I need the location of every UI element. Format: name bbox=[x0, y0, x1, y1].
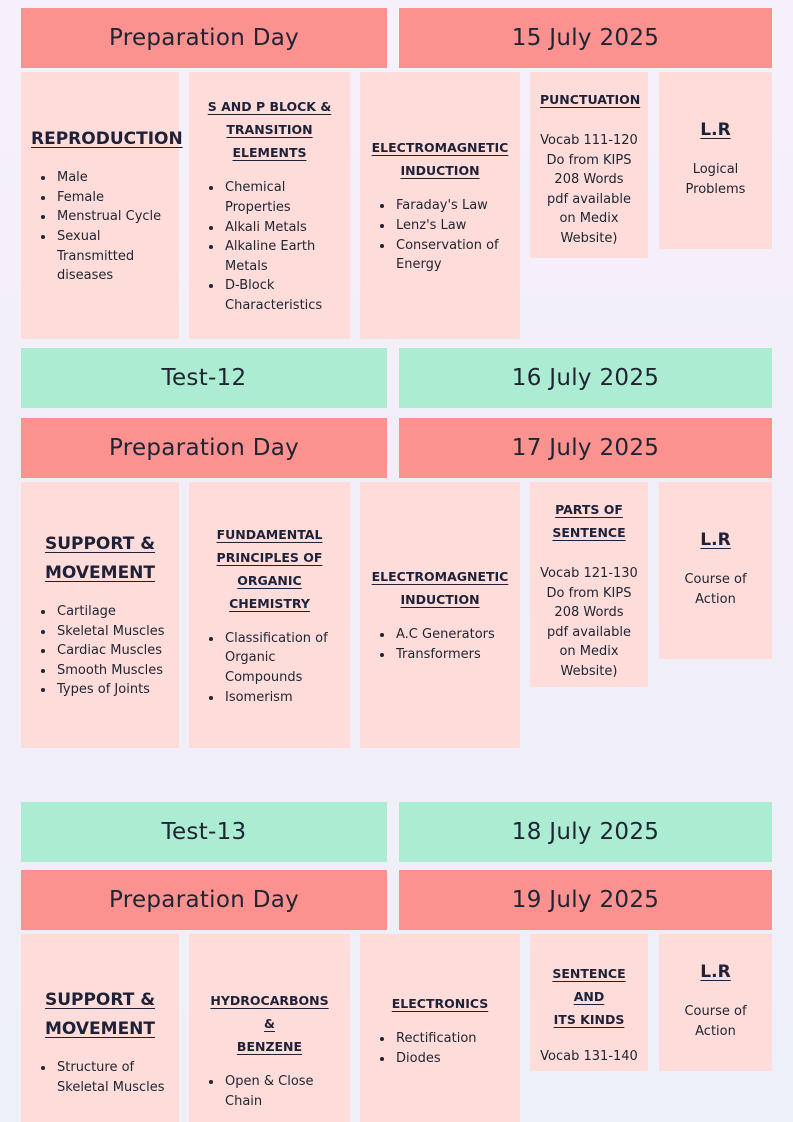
subject-card-biology bbox=[21, 934, 179, 1122]
card-title: SENTENCE AND ITS KINDS bbox=[552, 966, 626, 1027]
prep-day-banner bbox=[21, 8, 387, 68]
card-title: FUNDAMENTAL PRINCIPLES OF ORGANIC CHEMISTRY bbox=[216, 526, 323, 611]
list-item: • Skeletal Muscles bbox=[55, 622, 169, 642]
list-item: • Chemical Properties bbox=[223, 178, 340, 217]
card-title: PUNCTUATION bbox=[540, 92, 641, 107]
card-title: L.R bbox=[700, 120, 731, 140]
date-label: 19 July 2025 bbox=[511, 887, 660, 913]
subject-card-physics bbox=[360, 72, 520, 339]
topic-list bbox=[370, 196, 510, 274]
date-banner bbox=[399, 870, 772, 930]
subject-card-physics bbox=[360, 934, 520, 1122]
test-date-banner bbox=[399, 348, 772, 408]
list-item: • Sexual Transmitted diseases bbox=[55, 227, 169, 286]
list-item: • Classification of Organic Compounds bbox=[223, 629, 340, 688]
card-title: ELECTRONICS bbox=[391, 996, 489, 1011]
test-label: Test-13 bbox=[161, 819, 247, 845]
topic-list bbox=[31, 168, 169, 286]
list-item: • Smooth Muscles bbox=[55, 661, 169, 681]
date-banner bbox=[399, 418, 772, 478]
card-title: S AND P BLOCK & TRANSITION ELEMENTS bbox=[207, 99, 332, 161]
subject-card-biology bbox=[21, 482, 179, 748]
date-label: 17 July 2025 bbox=[511, 435, 660, 461]
list-item: • Diodes bbox=[394, 1049, 510, 1069]
card-title: SUPPORT & MOVEMENT bbox=[44, 990, 156, 1039]
subject-card-chemistry bbox=[189, 72, 350, 339]
test-date-label: 18 July 2025 bbox=[511, 819, 660, 845]
list-item: • Transformers bbox=[394, 645, 510, 665]
prep-day-label: Preparation Day bbox=[108, 25, 300, 51]
subject-card-logical-reasoning bbox=[659, 72, 772, 249]
subject-card-logical-reasoning bbox=[659, 934, 772, 1071]
topic-list bbox=[31, 1058, 169, 1097]
prep-day-label: Preparation Day bbox=[108, 887, 300, 913]
list-item: • Open & Close Chain bbox=[223, 1072, 340, 1111]
card-text: Course of Action bbox=[684, 572, 747, 607]
test-banner bbox=[21, 348, 387, 408]
card-title: ELECTROMAGNETIC INDUCTION bbox=[371, 569, 509, 608]
test-date-banner bbox=[399, 802, 772, 862]
card-title: L.R bbox=[700, 962, 731, 982]
list-item: • Conservation of Energy bbox=[394, 236, 510, 275]
list-item: • Female bbox=[55, 188, 169, 208]
list-item: • Structure of Skeletal Muscles bbox=[55, 1058, 169, 1097]
list-item: • A.C Generators bbox=[394, 625, 510, 645]
list-item: • Lenz's Law bbox=[394, 216, 510, 236]
list-item: • Alkaline Earth Metals bbox=[223, 237, 340, 276]
list-item: • Male bbox=[55, 168, 169, 188]
list-item: • Alkali Metals bbox=[223, 218, 340, 238]
test-label: Test-12 bbox=[161, 365, 247, 391]
card-title: L.R bbox=[700, 530, 731, 550]
list-item: • Types of Joints bbox=[55, 680, 169, 700]
list-item: • Isomerism bbox=[223, 688, 340, 708]
topic-list bbox=[199, 1072, 340, 1111]
list-item: • Faraday's Law bbox=[394, 196, 510, 216]
date-label: 15 July 2025 bbox=[511, 25, 660, 51]
subject-card-chemistry bbox=[189, 482, 350, 748]
topic-list bbox=[199, 178, 340, 315]
subject-card-chemistry bbox=[189, 934, 350, 1122]
card-title: HYDROCARBONS & BENZENE bbox=[210, 993, 329, 1054]
card-title: REPRODUCTION bbox=[31, 129, 183, 150]
card-text: Logical Problems bbox=[685, 162, 746, 197]
subject-card-english bbox=[530, 934, 648, 1071]
subject-card-english bbox=[530, 482, 648, 687]
topic-list bbox=[199, 629, 340, 707]
date-banner bbox=[399, 8, 772, 68]
card-text: Vocab 111-120 Do from KIPS 208 Words pdf available on Medix Website) bbox=[540, 133, 638, 246]
topic-list bbox=[370, 1029, 510, 1068]
test-banner bbox=[21, 802, 387, 862]
card-title: PARTS OF SENTENCE bbox=[552, 502, 626, 540]
subject-card-logical-reasoning bbox=[659, 482, 772, 659]
card-text: Vocab 131-140 bbox=[540, 1049, 638, 1064]
prep-day-label: Preparation Day bbox=[108, 435, 300, 461]
card-text: Vocab 121-130 Do from KIPS 208 Words pdf available on Medix Website) bbox=[540, 566, 638, 679]
prep-day-banner bbox=[21, 870, 387, 930]
topic-list bbox=[31, 602, 169, 700]
list-item: • Cartilage bbox=[55, 602, 169, 622]
card-title: SUPPORT & MOVEMENT bbox=[44, 534, 156, 584]
subject-card-biology bbox=[21, 72, 183, 339]
list-item: • D-Block Characteristics bbox=[223, 276, 340, 315]
test-date-label: 16 July 2025 bbox=[511, 365, 660, 391]
list-item: • Menstrual Cycle bbox=[55, 207, 169, 227]
subject-card-physics bbox=[360, 482, 520, 748]
card-title: ELECTROMAGNETIC INDUCTION bbox=[371, 140, 509, 179]
subject-card-english bbox=[530, 72, 648, 258]
list-item: • Cardiac Muscles bbox=[55, 641, 169, 661]
prep-day-banner bbox=[21, 418, 387, 478]
list-item: • Rectification bbox=[394, 1029, 510, 1049]
card-text: Course of Action bbox=[684, 1004, 747, 1039]
topic-list bbox=[370, 625, 510, 664]
